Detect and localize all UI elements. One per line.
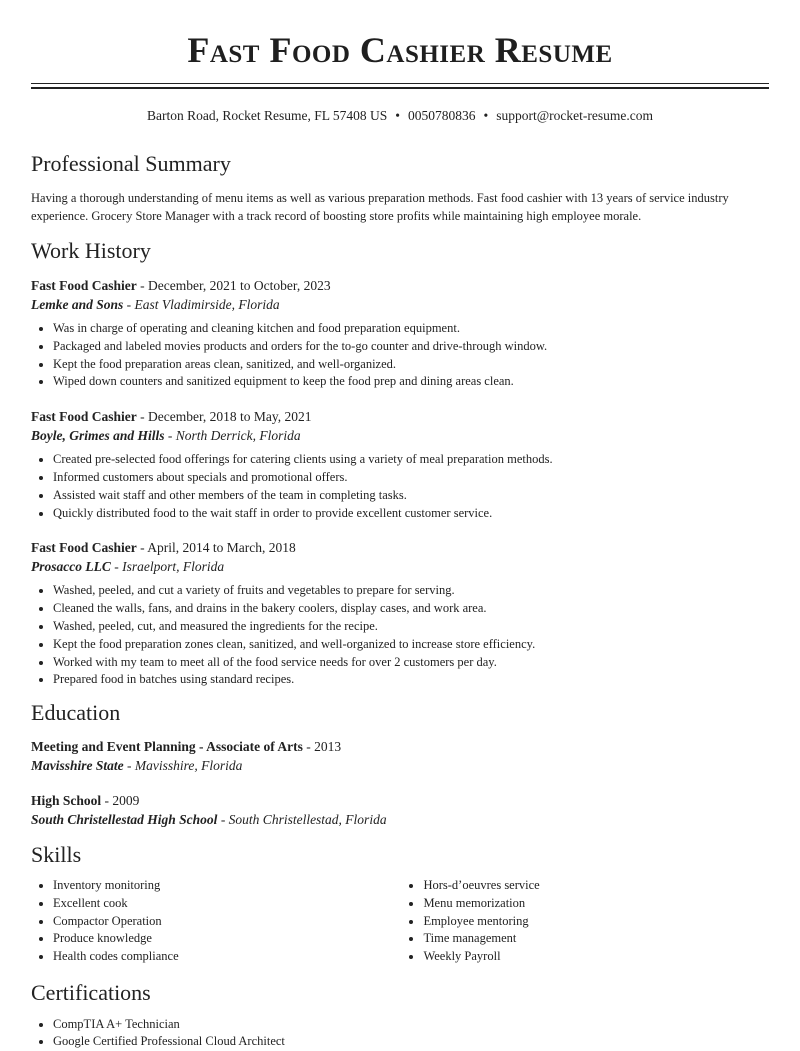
certification-item: • Google Certified Professional Cloud Architect: [53, 1033, 769, 1051]
duty-item: • Washed, peeled, and cut a variety of fruits and vegetables to prepare for serving.: [53, 582, 769, 600]
summary-heading: Professional Summary: [31, 151, 231, 176]
degree-name: High School: [31, 793, 102, 809]
company-line: [31, 295, 769, 314]
skill-item: • Menu memorization: [423, 895, 769, 913]
work-history-heading: Work History: [31, 238, 151, 263]
job-duties: [31, 320, 769, 391]
skill-item: • Produce knowledge: [53, 930, 401, 948]
contact-phone: 0050780836: [407, 108, 476, 123]
skill-item: • Employee mentoring: [423, 913, 769, 931]
company-name: Lemke and Sons: [31, 297, 124, 312]
skills-heading: Skills: [31, 842, 82, 868]
certifications-heading: Certifications: [31, 979, 151, 1005]
job-title: Fast Food Cashier: [31, 540, 137, 556]
company-line: [31, 557, 769, 576]
education-entry: [31, 791, 769, 829]
skill-item: • Hors-d’oeuvres service: [423, 877, 769, 895]
job-title-line: [31, 407, 769, 426]
duty-item: • Cleaned the walls, fans, and drains in the bakery coolers, display cases, and work area.: [53, 600, 769, 618]
duty-item: • Informed customers about specials and promotional offers.: [53, 469, 769, 487]
company-location: - East Vladimirside, Florida: [123, 297, 280, 312]
job-title: Fast Food Cashier: [31, 278, 137, 293]
duty-item: • Quickly distributed food to the wait staff in order to provide excellent customer service.: [53, 505, 769, 523]
company-line: [31, 426, 769, 445]
school-line: [31, 810, 769, 829]
degree-name: Meeting and Event Planning - Associate of Arts: [31, 739, 303, 755]
duty-item: • Created pre-selected food offerings for catering clients using a variety of meal preparation methods.: [53, 451, 769, 469]
bullet-separator: •: [395, 108, 400, 123]
company-name: Prosacco LLC: [31, 559, 111, 575]
bullet-separator: •: [483, 108, 489, 123]
job-entry: [31, 407, 769, 522]
skills-list-right: [401, 877, 769, 966]
skill-item: • Weekly Payroll: [423, 948, 769, 966]
job-duties: [31, 582, 769, 689]
duty-item: • Washed, peeled, cut, and measured the ingredients for the recipe.: [53, 618, 769, 636]
summary-text: Having a thorough understanding of menu items as well as various preparation methods. Fast food cashier with 13 years of service industry experience. Grocery Store Manager with a track record of boosting store profits while maintaining high employee morale.: [31, 191, 729, 223]
company-location: - North Derrick, Florida: [164, 428, 301, 444]
contact-email[interactable]: support@rocket-resume.com: [496, 108, 653, 123]
skills-columns: [31, 877, 769, 966]
school-name: Mavisshire State: [31, 758, 124, 774]
duty-item: • Was in charge of operating and cleaning kitchen and food preparation equipment.: [53, 320, 769, 338]
duty-item: • Worked with my team to meet all of the food service needs for over 2 customers per day.: [53, 654, 769, 672]
school-location: - Mavisshire, Florida: [123, 758, 243, 774]
job-duties: [31, 451, 769, 522]
duty-item: • Prepared food in batches using standard recipes.: [53, 671, 769, 689]
job-dates: - April, 2014 to March, 2018: [136, 540, 296, 556]
skill-item: • Compactor Operation: [53, 913, 401, 931]
job-title-line: [31, 538, 769, 557]
duty-item: • Packaged and labeled movies products and orders for the to-go counter and drive-through window.: [53, 338, 769, 356]
skills-list-left: [31, 877, 401, 966]
job-title-line: [31, 276, 769, 295]
duty-item: • Kept the food preparation areas clean, sanitized, and well-organized.: [53, 356, 769, 374]
school-name: South Christellestad High School: [31, 812, 218, 828]
title-divider-thin: [31, 83, 769, 84]
job-entry: [31, 276, 769, 391]
degree-line: [31, 791, 769, 810]
company-location: - Israelport, Florida: [110, 559, 225, 575]
resume-title: Fast Food Cashier Resume: [187, 30, 613, 70]
contact-line: [31, 107, 769, 125]
school-location: - South Christellestad, Florida: [217, 812, 387, 828]
job-dates: - December, 2018 to May, 2021: [136, 409, 312, 425]
skill-item: • Health codes compliance: [53, 948, 401, 966]
education-heading: Education: [31, 700, 121, 726]
degree-year: - 2009: [101, 793, 140, 809]
skill-item: • Inventory monitoring: [53, 877, 401, 895]
job-title: Fast Food Cashier: [31, 409, 137, 425]
degree-year: - 2013: [302, 739, 342, 755]
skill-item: • Time management: [423, 930, 769, 948]
duty-item: • Wiped down counters and sanitized equipment to keep the food prep and dining areas clean.: [53, 373, 769, 391]
title-divider-thick: [31, 87, 769, 89]
contact-address: Barton Road, Rocket Resume, FL 57408 US: [147, 108, 388, 123]
certification-item: • CompTIA A+ Technician: [53, 1016, 769, 1034]
company-name: Boyle, Grimes and Hills: [31, 428, 165, 444]
duty-item: • Kept the food preparation zones clean, sanitized, and well-organized to increase store efficiency.: [53, 636, 769, 654]
certifications-list: [31, 1016, 769, 1051]
degree-line: [31, 737, 769, 756]
education-entry: [31, 737, 769, 775]
job-dates: - December, 2021 to October, 2023: [136, 278, 331, 293]
skill-item: • Excellent cook: [53, 895, 401, 913]
duty-item: • Assisted wait staff and other members of the team in completing tasks.: [53, 487, 769, 505]
job-entry: [31, 538, 769, 689]
school-line: [31, 756, 769, 775]
